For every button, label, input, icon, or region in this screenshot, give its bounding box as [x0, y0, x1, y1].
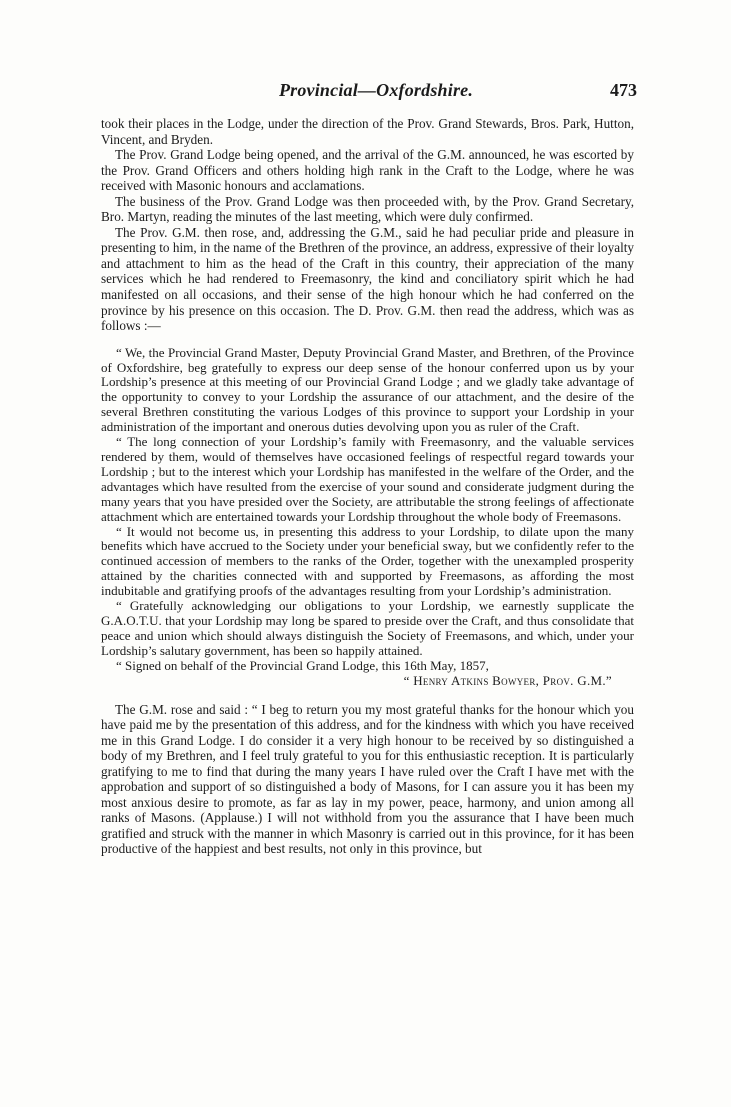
reply-block [101, 702, 634, 857]
address-paragraph-3: “ It would not become us, in presenting this address to your Lordship, to dilate upon the many benefits which have accrued to the Society under your beneficial sway, but we confidently refer to the continued accession of members to the ranks of the Order, together with the unexampled prosperity attained by the charities connected with and supported by Freemasons, as affording the most indubitable and gratifying proofs of the advantages resulting from your Lordship’s administration. [101, 523, 634, 599]
paragraph-grand-lodge-opened: The Prov. Grand Lodge being opened, and the arrival of the G.M. announced, he was escorted by the Prov. Grand Officers and others holding high rank in the Craft to the Lodge, where he was received with Masonic honours and acclamations. [101, 147, 634, 194]
address-paragraph-4: “ Gratefully acknowledging our obligations to your Lordship, we earnestly supplicate the G.A.O.T.U. that your Lordship may long be spared to preside over the Craft, and thus consolidate that peace and union which should always distinguish the Society of Freemasons, and which, under your Lordship’s salutary government, has been so happily attained. [101, 598, 634, 658]
paragraph-business: The business of the Prov. Grand Lodge was then proceeded with, by the Prov. Grand Secretary, Bro. Martyn, reading the minutes of the last meeting, which were duly confirmed. [101, 193, 634, 225]
paragraph-continuation: took their places in the Lodge, under the direction of the Prov. Grand Stewards, Bros. Park, Hutton, Vincent, and Bryden. [101, 116, 634, 147]
address-signed-line: “ Signed on behalf of the Provincial Grand Lodge, this 16th May, 1857, [116, 657, 489, 673]
running-title: Provincial—Oxfordshire. [278, 80, 474, 100]
address-paragraph-2: “ The long connection of your Lordship’s family with Freemasonry, and the valuable services rendered by them, would of themselves have occasioned feelings of respectful regard towards your Lordship ; but to the interest which your Lordship has manifested in the welfare of the Order, and the advantages which have resulted from the exercise of your sound and considerate judgment during the many years that you have presided over the Society, are attributable the strong feelings of affectionate attachment which are entertained towards your Lordship throughout the whole body of Freemasons. [101, 434, 634, 524]
reply-paragraph: The G.M. rose and said : “ I beg to return you my most grateful thanks for the honour which you have paid me by the presentation of this address, and for the kindness with which you have received me in this Grand Lodge. I do consider it a very high honour to be received by so distinguished a body of my Brethren, and I feel truly grateful to you for this enthusiastic reception. It is particularly gratifying to me to find that during the many years I have ruled over the Craft I have met with the approbation and support of so distinguished a body of Masons, for I can assure you it has been my most anxious desire to promote, as far as lay in my power, peace, harmony, and union among all ranks of Masons. (Applause.) I will not withhold from you the assurance that I have been much gratified and struck with the manner in which Masonry is carried out in this province, for it has been productive of the happiest and best results, not only in this province, but [101, 701, 634, 857]
paragraph-prov-gm-rose: The Prov. G.M. then rose, and, addressing the G.M., said he had peculiar pride and pleasure in presenting to him, in the name of the Brethren of the province, an address, expressive of their loyalty and attachment to him as the head of the Craft in this country, their appreciation of the many services which he had rendered to Freemasonry, the kind and conciliatory spirit which he had manifested on all occasions, and their sense of the high honour which he had conferred on the province by his presence on this occasion. The D. Prov. G.M. then read the address, which was as follows :— [101, 224, 634, 334]
address-block [101, 346, 634, 689]
page-number: 473 [610, 80, 637, 100]
running-header [0, 80, 731, 104]
address-paragraph-1: “ We, the Provincial Grand Master, Deputy Provincial Grand Master, and Brethren, of the Province of Oxfordshire, beg gratefully to express our deep sense of the honour conferred upon us by your Lordship’s presence at this meeting of our Provincial Grand Lodge ; and we gladly take advantage of the opportunity to convey to your Lordship the assurance of our attachment, and the desire of the several Brethren constituting the various Lodges of this province to support your Lordship in your administration of the important and onerous duties devolving upon you as ruler of the Craft. [101, 344, 634, 435]
address-signature: “ Henry Atkins Bowyer, Prov. G.M.” [403, 672, 612, 688]
body-text [101, 116, 634, 857]
